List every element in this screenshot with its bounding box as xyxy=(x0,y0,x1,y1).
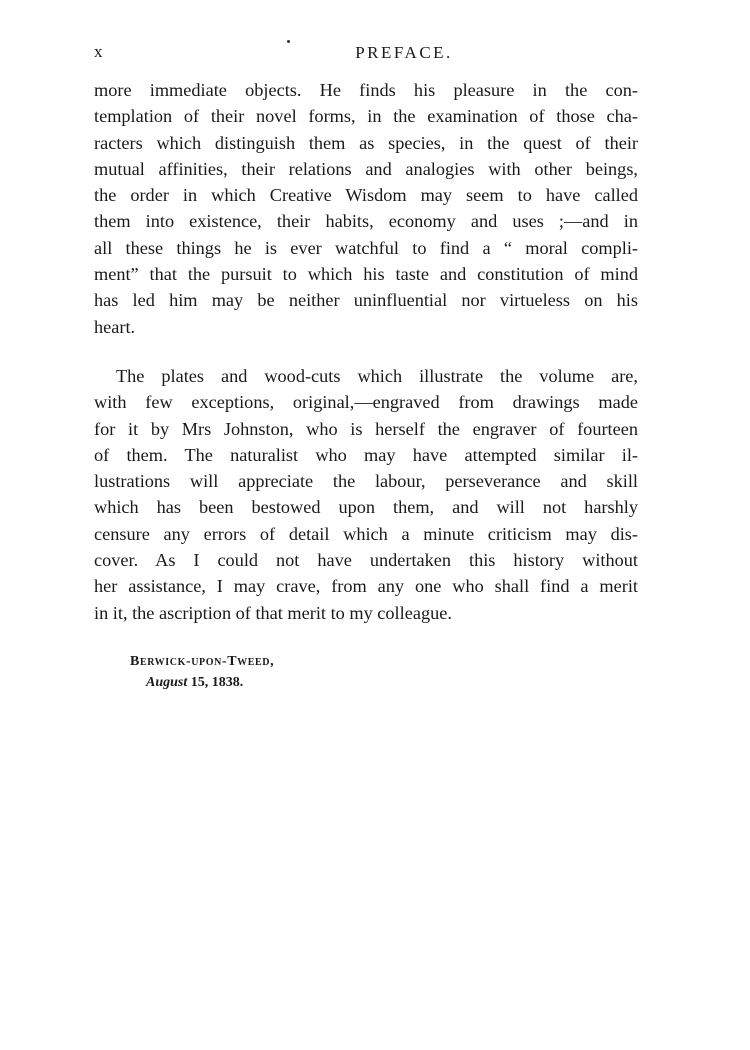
signature-date xyxy=(130,672,274,693)
page-number: x xyxy=(94,42,103,61)
paragraph-2 xyxy=(94,363,638,626)
signature-day-year: 15, 1838. xyxy=(190,675,244,690)
text-line: more immediate objects. He finds his pleasure in the con- xyxy=(94,80,638,100)
text-line: which has been bestowed upon them, and will not harshly xyxy=(94,497,638,518)
text-line: them into existence, their habits, economy and uses ;—and in xyxy=(94,211,638,232)
text-line: heart. xyxy=(94,316,136,337)
text-line: for it by Mrs Johnston, who is herself the engraver of fourteen xyxy=(94,418,638,439)
text-line: cover. As I could not have undertaken this history without xyxy=(94,550,638,571)
text-line: mutual affinities, their relations and analogies with other beings, xyxy=(94,158,638,179)
text-line: with few exceptions, original,—engraved from drawings made xyxy=(94,392,638,413)
text-line: racters which distinguish them as species, in the quest of their xyxy=(94,132,638,153)
text-line: her assistance, I may crave, from any one who shall find a merit xyxy=(94,576,638,597)
text-line: of them. The naturalist who may have attempted similar il- xyxy=(94,444,638,465)
text-line: has led him may be neither uninfluential nor virtueless on his xyxy=(94,290,638,311)
text-line: all these things he is ever watchful to find a “ moral compli- xyxy=(94,237,638,258)
text-line: censure any errors of detail which a minute criticism may dis- xyxy=(94,523,638,544)
signature-month: August xyxy=(146,675,188,690)
body-text xyxy=(94,77,638,626)
paragraph-1 xyxy=(94,77,638,340)
text-line: in it, the ascription of that merit to my colleague. xyxy=(94,602,452,623)
text-line: lustrations will appreciate the labour, perseverance and skill xyxy=(94,471,638,492)
signature-block xyxy=(130,651,274,693)
text-line: the order in which Creative Wisdom may seem to have called xyxy=(94,185,638,206)
text-line: ment” that the pursuit to which his taste and constitution of mind xyxy=(94,264,638,285)
signature-place: Berwick-upon-Tweed, xyxy=(130,654,275,669)
text-line: templation of their novel forms, in the examination of those cha- xyxy=(94,106,638,127)
page-header xyxy=(94,38,640,68)
running-head: PREFACE. xyxy=(355,43,453,62)
text-line: The plates and wood-cuts which illustrate the volume are, xyxy=(116,365,638,386)
